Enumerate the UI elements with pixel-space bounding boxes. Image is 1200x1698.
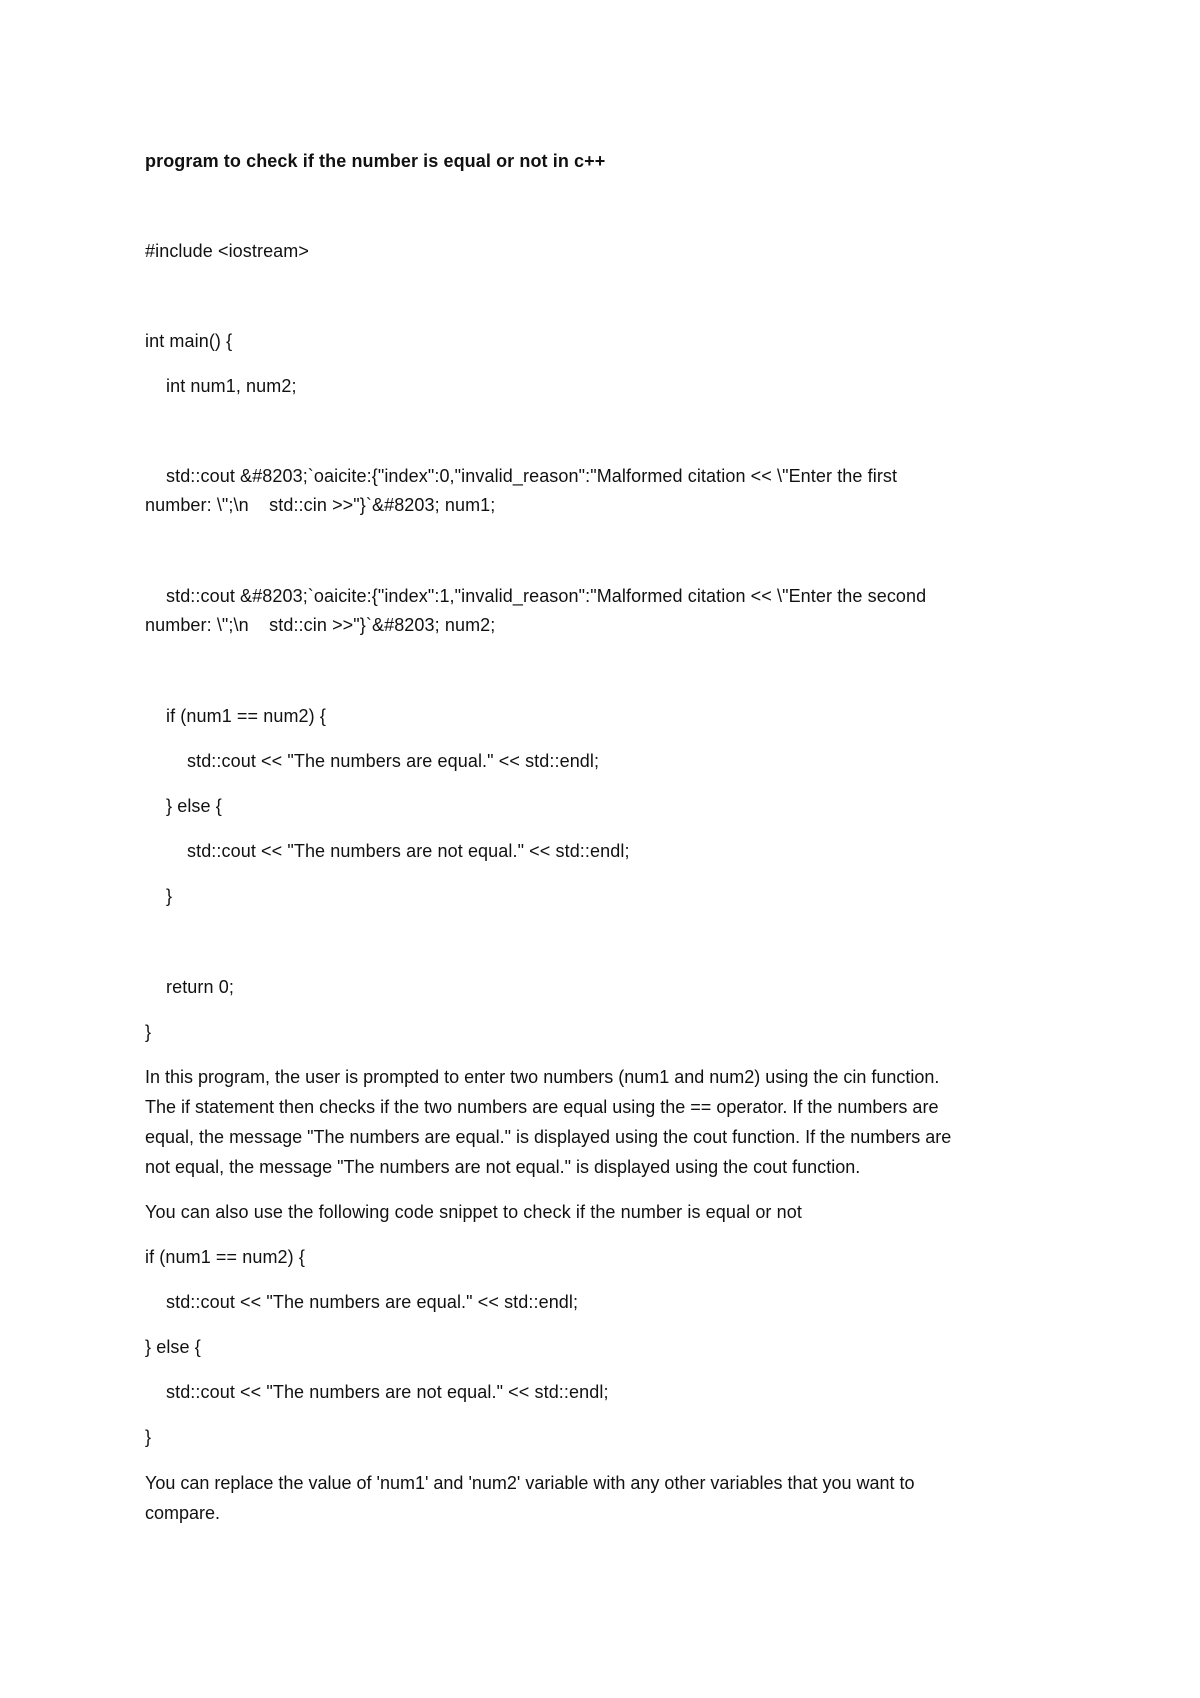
code-line: std::cout << "The numbers are not equal." << std::endl; [187, 841, 630, 861]
snippet-line: if (num1 == num2) { [145, 1247, 305, 1267]
snippet-line: std::cout << "The numbers are not equal." << std::endl; [166, 1382, 609, 1402]
code-line: std::cout &#8203;`oaicite:{"index":0,"invalid_reason":"Malformed citation << \"Enter the first [166, 466, 898, 486]
code-line: std::cout << "The numbers are equal." << std::endl; [187, 751, 600, 771]
document-title: program to check if the number is equal or not in c++ [145, 151, 606, 171]
code-line: return 0; [166, 977, 234, 997]
code-line: } else { [166, 796, 222, 816]
code-line: number: \";\n std::cin >>"}`&#8203; num2; [145, 615, 496, 635]
code-line: } [166, 886, 173, 906]
code-line: } [145, 1022, 152, 1042]
code-line: if (num1 == num2) { [166, 706, 326, 726]
snippet-intro: You can also use the following code snippet to check if the number is equal or not [145, 1202, 802, 1222]
code-line: number: \";\n std::cin >>"}`&#8203; num1; [145, 495, 496, 515]
code-line: int main() { [145, 331, 233, 351]
snippet-line: } else { [145, 1337, 201, 1357]
snippet-line: std::cout << "The numbers are equal." << std::endl; [166, 1292, 579, 1312]
snippet-line: } [145, 1427, 152, 1447]
code-line: #include <iostream> [145, 241, 309, 261]
code-line: int num1, num2; [166, 376, 297, 396]
closing-paragraph: You can replace the value of 'num1' and 'num2' variable with any other variables that you want to compare. [145, 1473, 915, 1523]
code-line: std::cout &#8203;`oaicite:{"index":1,"invalid_reason":"Malformed citation << \"Enter the second [166, 586, 927, 606]
explanation-paragraph: In this program, the user is prompted to enter two numbers (num1 and num2) using the cin function. The if statement then checks if the two numbers are equal using the == operator. If the numbers are equal, the message "The numbers are equal." is displayed using the cout function. If the numbers are not equal, the message "The numbers are not equal." is displayed using the cout function. [145, 1067, 952, 1177]
